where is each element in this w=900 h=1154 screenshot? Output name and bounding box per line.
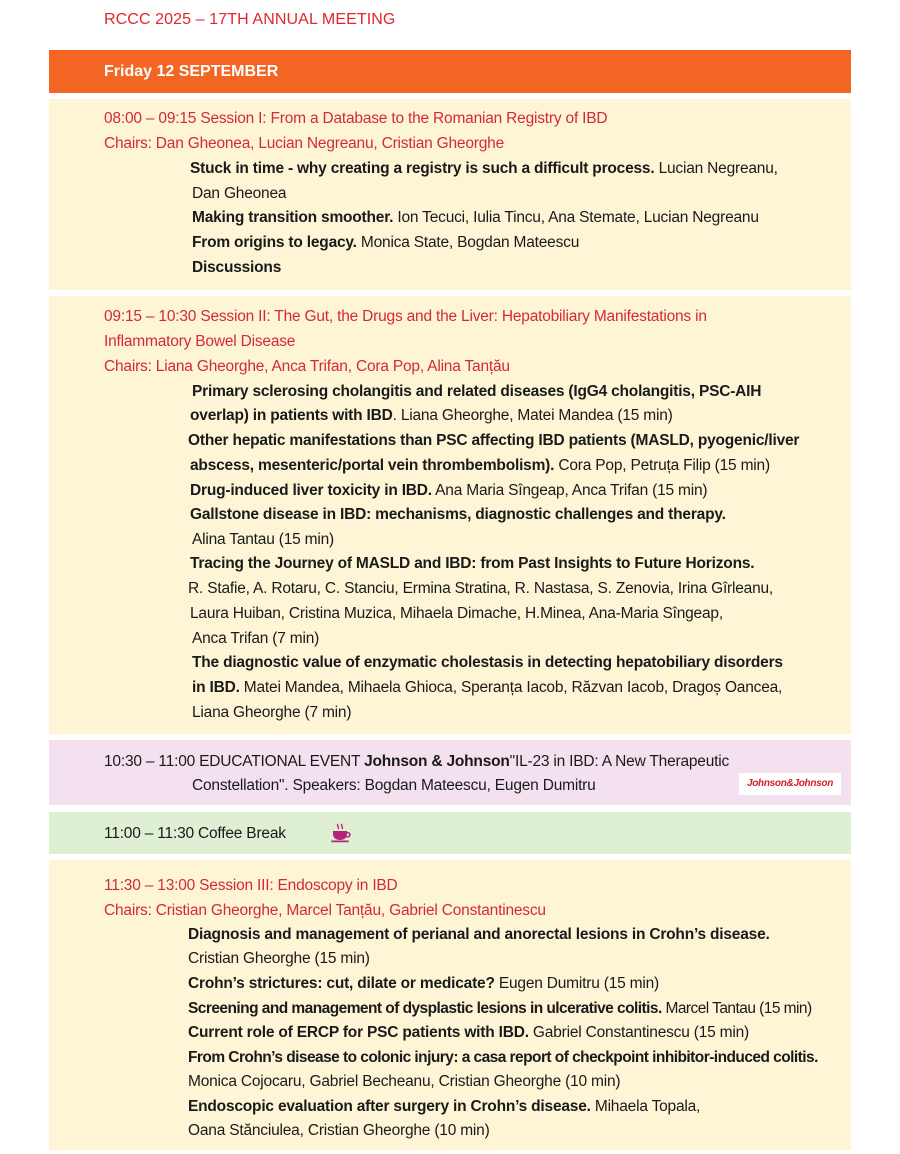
- talk-item: [188, 1097, 700, 1117]
- talk-item: [190, 406, 673, 426]
- day-header: Friday 12 SEPTEMBER: [49, 50, 851, 93]
- talk-item: [190, 481, 707, 501]
- talk-authors: Cristian Gheorghe (15 min): [188, 950, 370, 967]
- talk-title: Screening and management of dysplastic lesions in ulcerative colitis.: [188, 1000, 662, 1017]
- talk-title: Drug-induced liver toxicity in IBD.: [190, 482, 432, 499]
- talk-authors: Oana Stănciulea, Cristian Gheorghe (10 min): [188, 1122, 490, 1139]
- talk-authors: Gabriel Constantinescu (15 min): [528, 1024, 750, 1041]
- session-2-heading-cont: Inflammatory Bowel Disease: [104, 333, 296, 350]
- session-2-chairs: Chairs: Liana Gheorghe, Anca Trifan, Cora Pop, Alina Tanțău: [104, 358, 510, 375]
- talk-authors: Dan Gheonea: [192, 185, 287, 202]
- session-1-heading: 08:00 – 09:15 Session I: From a Database to the Romanian Registry of IBD: [104, 110, 608, 127]
- talk-title: abscess, mesenteric/portal vein thrombembolism).: [190, 457, 555, 474]
- talk-title: Primary sclerosing cholangitis and related diseases (IgG4 cholangitis, PSC-AIH: [192, 383, 762, 400]
- talk-item: [188, 999, 812, 1019]
- coffee-break-label: 11:00 – 11:30 Coffee Break: [104, 825, 286, 842]
- talk-authors: Marcel Tantau (15 min): [661, 1000, 812, 1017]
- talk-title: Stuck in time - why creating a registry is such a difficult process.: [190, 160, 655, 177]
- talk-authors: . Liana Gheorghe, Matei Mandea (15 min): [392, 407, 673, 424]
- session-1-chairs: Chairs: Dan Gheonea, Lucian Negreanu, Cristian Gheorghe: [104, 135, 504, 152]
- educational-event-block: [49, 740, 851, 805]
- educational-speakers: Constellation". Speakers: Bogdan Mateescu, Eugen Dumitru: [192, 777, 596, 794]
- talk-title: Current role of ERCP for PSC patients with IBD.: [188, 1024, 529, 1041]
- coffee-break-block: [49, 812, 851, 854]
- talk-authors: Laura Huiban, Cristina Muzica, Mihaela Dimache, H.Minea, Ana-Maria Sîngeap,: [190, 605, 723, 622]
- talk-authors: Cora Pop, Petruța Filip (15 min): [554, 457, 770, 474]
- talk-authors: Alina Tantau (15 min): [192, 531, 334, 548]
- talk-authors: Liana Gheorghe (7 min): [192, 704, 352, 721]
- talk-authors: Ana Maria Sîngeap, Anca Trifan (15 min): [431, 482, 708, 499]
- talk-authors: Mihaela Topala,: [590, 1098, 701, 1115]
- talk-title: Other hepatic manifestations than PSC affecting IBD patients (MASLD, pyogenic/liver: [188, 432, 800, 449]
- educational-event-line: [104, 752, 729, 772]
- sponsor-name: Johnson & Johnson: [364, 753, 510, 770]
- talk-title: Gallstone disease in IBD: mechanisms, diagnostic challenges and therapy.: [190, 506, 726, 523]
- talk-title: in IBD.: [192, 679, 240, 696]
- talk-authors: R. Stafie, A. Rotaru, C. Stanciu, Ermina Stratina, R. Nastasa, S. Zenovia, Irina Gîrleanu,: [188, 580, 774, 597]
- meeting-title: RCCC 2025 – 17TH ANNUAL MEETING: [104, 11, 396, 28]
- talk-item: [190, 456, 770, 476]
- educational-time: 10:30 – 11:00 EDUCATIONAL EVENT: [104, 753, 365, 770]
- talk-title: Diagnosis and management of perianal and anorectal lesions in Crohn’s disease.: [188, 926, 770, 943]
- talk-title: Making transition smoother.: [192, 209, 394, 226]
- talk-authors: Lucian Negreanu,: [654, 160, 778, 177]
- talk-title: Tracing the Journey of MASLD and IBD: from Past Insights to Future Horizons.: [190, 555, 755, 572]
- talk-item: [192, 233, 579, 253]
- talk-authors: Ion Tecuci, Iulia Tincu, Ana Stemate, Lucian Negreanu: [393, 209, 759, 226]
- session-3-chairs: Chairs: Cristian Gheorghe, Marcel Tanțău, Gabriel Constantinescu: [104, 902, 546, 919]
- session-3-heading: 11:30 – 13:00 Session III: Endoscopy in IBD: [104, 877, 398, 894]
- session-2-block: [49, 296, 851, 734]
- johnson-johnson-logo: Johnson&Johnson: [739, 773, 841, 795]
- talk-title: From origins to legacy.: [192, 234, 357, 251]
- talk-item: [192, 208, 759, 228]
- talk-authors: Monica State, Bogdan Mateescu: [356, 234, 580, 251]
- session-1-block: [49, 99, 851, 290]
- talk-authors: Anca Trifan (7 min): [192, 630, 320, 647]
- talk-item: [190, 159, 778, 179]
- educational-title: "IL-23 in IBD: A New Therapeutic: [509, 753, 730, 770]
- talk-title: Endoscopic evaluation after surgery in Crohn’s disease.: [188, 1098, 591, 1115]
- talk-title: Crohn’s strictures: cut, dilate or medicate?: [188, 975, 495, 992]
- talk-authors: Eugen Dumitru (15 min): [494, 975, 659, 992]
- talk-item: [188, 974, 659, 994]
- talk-title: The diagnostic value of enzymatic cholestasis in detecting hepatobiliary disorders: [192, 654, 783, 671]
- session-3-block: [49, 860, 851, 1150]
- discussions-item: Discussions: [192, 259, 282, 276]
- talk-title: From Crohn’s disease to colonic injury: a casa report of checkpoint inhibitor-induced colitis.: [188, 1049, 818, 1066]
- talk-item: [192, 678, 782, 698]
- session-2-heading: 09:15 – 10:30 Session II: The Gut, the Drugs and the Liver: Hepatobiliary Manifestations in: [104, 308, 707, 325]
- talk-title: overlap) in patients with IBD: [190, 407, 393, 424]
- coffee-cup-icon: [331, 823, 353, 843]
- talk-authors: Monica Cojocaru, Gabriel Becheanu, Cristian Gheorghe (10 min): [188, 1073, 621, 1090]
- talk-authors: Matei Mandea, Mihaela Ghioca, Speranța Iacob, Răzvan Iacob, Dragoș Oancea,: [239, 679, 783, 696]
- talk-item: [188, 1023, 749, 1043]
